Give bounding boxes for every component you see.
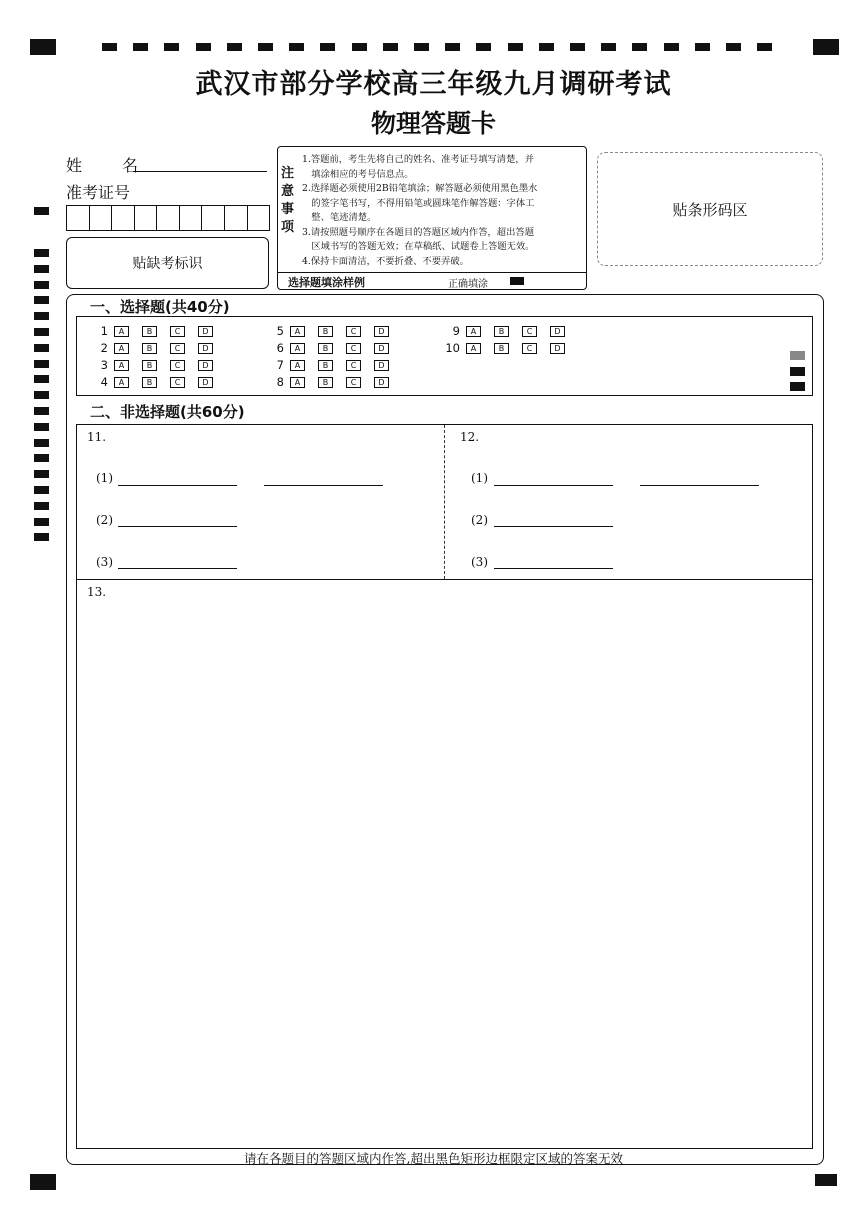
name-label: 姓 名 bbox=[66, 156, 151, 175]
q12-part1-blank-a[interactable] bbox=[494, 484, 613, 486]
q11-part3-blank[interactable] bbox=[118, 567, 237, 569]
mc-option-bubble[interactable]: D bbox=[374, 326, 389, 337]
mc-option-bubble[interactable]: C bbox=[346, 343, 361, 354]
mc-question-number: 8 bbox=[276, 375, 284, 389]
mc-option-bubble[interactable]: D bbox=[198, 377, 213, 388]
mc-option-bubble[interactable]: C bbox=[522, 343, 537, 354]
timing-mark bbox=[726, 43, 741, 51]
timing-mark bbox=[508, 43, 523, 51]
exam-id-boxes[interactable] bbox=[66, 205, 270, 231]
mc-question-row bbox=[438, 324, 578, 338]
timing-mark bbox=[164, 43, 179, 51]
q12-number: 12. bbox=[460, 430, 480, 444]
timing-mark bbox=[34, 281, 49, 289]
q11-number: 11. bbox=[87, 430, 107, 444]
exam-title: 武汉市部分学校高三年级九月调研考试 bbox=[195, 69, 672, 100]
mc-option-bubble[interactable]: B bbox=[318, 360, 333, 371]
free-section-title: 二、非选择题(共60分) bbox=[90, 403, 245, 421]
mc-section-title: 一、选择题(共40分) bbox=[90, 298, 230, 316]
timing-mark bbox=[34, 249, 49, 257]
mc-option-bubble[interactable]: D bbox=[198, 326, 213, 337]
q11-part1-blank-b[interactable] bbox=[264, 484, 383, 486]
q11-part3-label: (3) bbox=[96, 555, 113, 569]
timing-mark bbox=[34, 439, 49, 447]
timing-mark bbox=[34, 328, 49, 336]
timing-mark bbox=[102, 43, 117, 51]
mc-option-bubble[interactable]: C bbox=[170, 377, 185, 388]
mc-option-bubble[interactable]: C bbox=[170, 360, 185, 371]
mc-option-bubble[interactable]: B bbox=[318, 343, 333, 354]
mc-option-bubble[interactable]: D bbox=[550, 343, 565, 354]
mc-question-row bbox=[262, 358, 402, 372]
timing-mark bbox=[383, 43, 398, 51]
timing-mark bbox=[414, 43, 429, 51]
mc-option-bubble[interactable]: B bbox=[142, 326, 157, 337]
timing-mark bbox=[34, 360, 49, 368]
timing-mark bbox=[34, 470, 49, 478]
timing-mark bbox=[352, 43, 367, 51]
q12-part3-label: (3) bbox=[471, 555, 488, 569]
timing-mark bbox=[757, 43, 772, 51]
notice-text: 1.答题前，考生先将自己的姓名、准考证号填写清楚，并 填涂相应的考号信息点。 2.选择题必须使用2B铅笔填涂；解答题必须使用黑色墨水 的签字笔书写，不得用铅笔或圆珠笔作解答题：字体工 整、笔迹清楚。 3.请按照题号顺序在各题目的答题区域内作答，超出答题 区域书写的答题无效；在草稿纸、试题卷上答题无效。 4.保持卡面清洁，不要折叠、不要弄破。 bbox=[302, 154, 538, 267]
q11-part2-label: (2) bbox=[96, 513, 113, 527]
corner-mark-top-right bbox=[813, 39, 839, 55]
mc-question-number: 6 bbox=[276, 341, 284, 355]
corner-mark-bottom-right bbox=[815, 1174, 837, 1186]
timing-mark bbox=[34, 502, 49, 510]
mc-option-bubble[interactable]: A bbox=[466, 326, 481, 337]
absent-mark-label: 贴缺考标识 bbox=[132, 256, 203, 272]
timing-mark bbox=[695, 43, 710, 51]
timing-mark bbox=[196, 43, 211, 51]
mc-option-bubble[interactable]: D bbox=[374, 360, 389, 371]
mc-question-number: 10 bbox=[445, 341, 460, 355]
mc-question-row bbox=[262, 375, 402, 389]
q12-part1-label: (1) bbox=[471, 471, 488, 485]
timing-mark bbox=[133, 43, 148, 51]
mc-option-bubble[interactable]: A bbox=[290, 326, 305, 337]
mc-option-bubble[interactable]: C bbox=[346, 326, 361, 337]
timing-mark bbox=[34, 407, 49, 415]
timing-mark bbox=[445, 43, 460, 51]
mc-question-row bbox=[438, 341, 578, 355]
timing-mark bbox=[34, 391, 49, 399]
mc-option-bubble[interactable]: A bbox=[290, 343, 305, 354]
name-field[interactable] bbox=[133, 170, 267, 172]
timing-mark bbox=[34, 454, 49, 462]
timing-mark bbox=[34, 265, 49, 273]
absent-mark-area bbox=[66, 237, 269, 289]
mc-question-number: 4 bbox=[100, 375, 108, 389]
mc-option-bubble[interactable]: B bbox=[494, 326, 509, 337]
mc-option-bubble[interactable]: B bbox=[318, 377, 333, 388]
timing-mark bbox=[34, 375, 49, 383]
mc-question-row bbox=[262, 341, 402, 355]
corner-mark-bottom-left bbox=[30, 1174, 56, 1190]
mc-option-bubble[interactable]: C bbox=[170, 326, 185, 337]
correct-fill-sample bbox=[510, 277, 524, 285]
mc-question-row bbox=[86, 341, 226, 355]
side-mark-black-1 bbox=[790, 367, 805, 376]
mc-question-row bbox=[86, 324, 226, 338]
timing-mark bbox=[34, 207, 49, 215]
q11-part1-label: (1) bbox=[96, 471, 113, 485]
mc-option-bubble[interactable]: A bbox=[114, 377, 129, 388]
mc-option-bubble[interactable]: D bbox=[550, 326, 565, 337]
timing-mark bbox=[34, 344, 49, 352]
q13-number: 13. bbox=[87, 585, 107, 599]
mc-option-bubble[interactable]: B bbox=[318, 326, 333, 337]
timing-mark bbox=[601, 43, 616, 51]
q12-part2-blank[interactable] bbox=[494, 525, 613, 527]
timing-mark bbox=[34, 533, 49, 541]
footer-warning: 请在各题目的答题区域内作答,超出黑色矩形边框限定区域的答案无效 bbox=[244, 1151, 623, 1166]
timing-mark bbox=[34, 312, 49, 320]
correct-fill-label: 正确填涂 bbox=[448, 279, 488, 290]
mc-option-bubble[interactable]: A bbox=[114, 343, 129, 354]
side-mark-gray bbox=[790, 351, 805, 360]
mc-question-number: 3 bbox=[100, 358, 108, 372]
mc-question-row bbox=[262, 324, 402, 338]
q11-part1-blank-a[interactable] bbox=[118, 484, 237, 486]
mc-option-bubble[interactable]: A bbox=[114, 360, 129, 371]
mc-question-number: 1 bbox=[100, 324, 108, 338]
mc-question-number: 2 bbox=[100, 341, 108, 355]
q12-part2-label: (2) bbox=[471, 513, 488, 527]
mc-option-bubble[interactable]: B bbox=[142, 343, 157, 354]
mc-option-bubble[interactable]: C bbox=[346, 377, 361, 388]
mc-question-row bbox=[86, 358, 226, 372]
mc-question-number: 7 bbox=[276, 358, 284, 372]
mc-question-number: 5 bbox=[276, 324, 284, 338]
mc-option-bubble[interactable]: D bbox=[374, 343, 389, 354]
q11-part2-blank[interactable] bbox=[118, 525, 237, 527]
mc-question-number: 9 bbox=[452, 324, 460, 338]
mc-question-row bbox=[86, 375, 226, 389]
exam-id-label: 准考证号 bbox=[66, 183, 131, 202]
timing-mark bbox=[258, 43, 273, 51]
q12-part1-blank-b[interactable] bbox=[640, 484, 759, 486]
timing-mark bbox=[320, 43, 335, 51]
fill-sample-label: 选择题填涂样例 bbox=[288, 276, 365, 289]
mc-option-bubble[interactable]: D bbox=[198, 343, 213, 354]
q12-part3-blank[interactable] bbox=[494, 567, 613, 569]
timing-mark bbox=[34, 423, 49, 431]
mc-option-bubble[interactable]: B bbox=[142, 377, 157, 388]
mc-option-bubble[interactable]: D bbox=[374, 377, 389, 388]
q13-answer-area[interactable] bbox=[76, 579, 813, 1149]
side-mark-black-2 bbox=[790, 382, 805, 391]
timing-mark bbox=[476, 43, 491, 51]
mc-option-bubble[interactable]: A bbox=[290, 377, 305, 388]
mc-option-bubble[interactable]: C bbox=[346, 360, 361, 371]
timing-mark bbox=[34, 518, 49, 526]
barcode-label: 贴条形码区 bbox=[672, 200, 748, 219]
timing-mark bbox=[34, 486, 49, 494]
mc-option-bubble[interactable]: C bbox=[170, 343, 185, 354]
timing-mark bbox=[289, 43, 304, 51]
timing-mark bbox=[664, 43, 679, 51]
corner-mark-top-left bbox=[30, 39, 56, 55]
answer-sheet-title: 物理答题卡 bbox=[370, 109, 496, 138]
timing-mark bbox=[539, 43, 554, 51]
mc-option-bubble[interactable]: B bbox=[494, 343, 509, 354]
mc-option-bubble[interactable]: D bbox=[198, 360, 213, 371]
mc-option-bubble[interactable]: A bbox=[466, 343, 481, 354]
notice-box bbox=[277, 146, 587, 290]
timing-mark bbox=[632, 43, 647, 51]
notice-heading: 注 意 事 项 bbox=[281, 166, 295, 235]
mc-option-bubble[interactable]: A bbox=[290, 360, 305, 371]
timing-mark bbox=[570, 43, 585, 51]
q11-q12-divider bbox=[444, 425, 445, 579]
mc-option-bubble[interactable]: C bbox=[522, 326, 537, 337]
timing-mark bbox=[34, 296, 49, 304]
timing-mark bbox=[227, 43, 242, 51]
barcode-area bbox=[597, 152, 823, 266]
sample-divider bbox=[278, 272, 586, 273]
mc-option-bubble[interactable]: A bbox=[114, 326, 129, 337]
mc-option-bubble[interactable]: B bbox=[142, 360, 157, 371]
